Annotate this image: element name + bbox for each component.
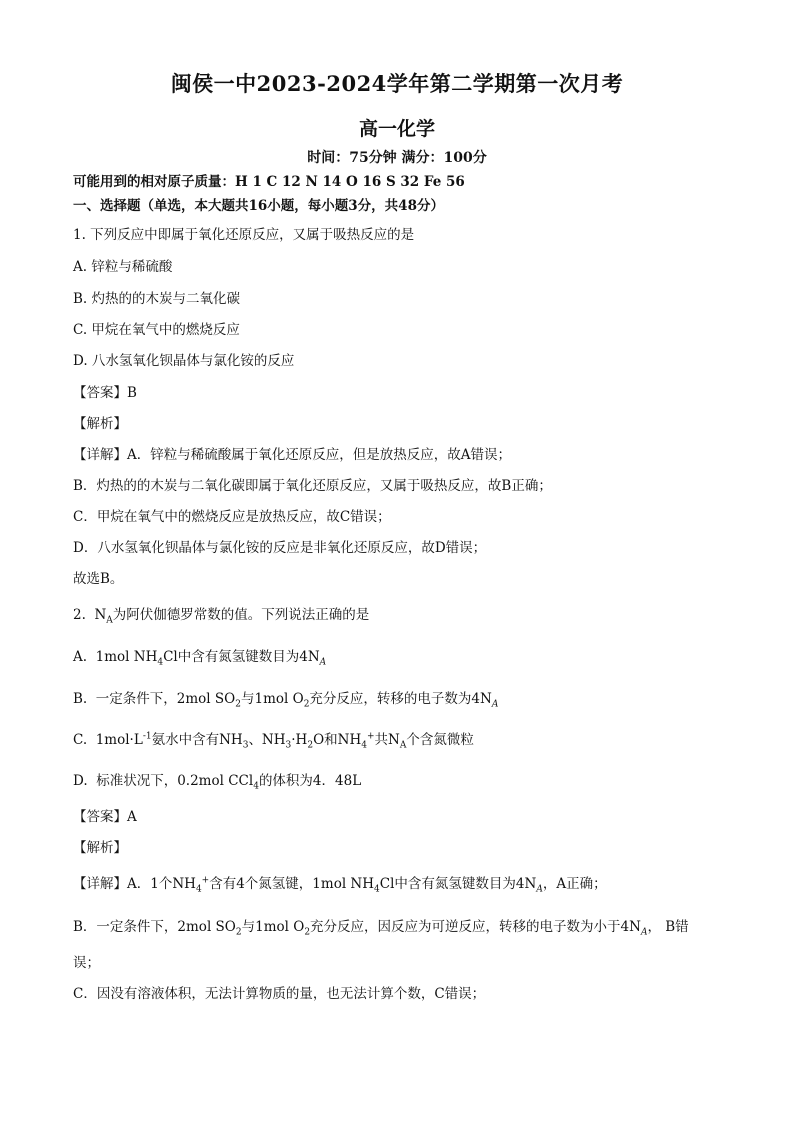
q1-option-c: C. 甲烷在氧气中的燃烧反应	[73, 322, 240, 338]
q1-option-a: A. 锌粒与稀硫酸	[73, 259, 173, 275]
q2-answer: 【答案】A	[73, 809, 137, 825]
q1-detail-b: B．灼热的的木炭与二氧化碳即属于氧化还原反应，又属于吸热反应，故B正确；	[73, 478, 552, 494]
q2-number: 2.	[73, 607, 86, 623]
q1-detail-c: C．甲烷在氧气中的燃烧反应是放热反应，故C错误；	[73, 509, 391, 525]
exam-title: 闽侯一中2023-2024学年第二学期第一次月考	[170, 71, 624, 96]
q2-detail-a: 【详解】A．1个$NH_4^+$含有4个氮氢键，1mol $NH_4Cl$中含有氮氢键数目为$4N_A$，A正确；	[73, 875, 607, 895]
section-heading: 一、选择题（单选，本大题共16小题，每小题3分，共48分）	[73, 198, 444, 214]
subject-title: 高一化学	[358, 118, 435, 140]
q1-stem: 1. 下列反应中即属于氧化还原反应，又属于吸热反应的是	[73, 227, 415, 243]
q2-detail-b-cont: 误；	[73, 955, 100, 971]
atomic-masses: 可能用到的相对原子质量：H 1 C 12 N 14 O 16 S 32 Fe 56	[73, 174, 465, 190]
q2-option-c: C. $1mol\cdot L^{-1}$氨水中含有$NH_3$、$NH_3\cdot H_2O$和$NH_4^+$共$N_A$个含氮微粒	[73, 731, 474, 751]
q2-detail-b: B．一定条件下，2mol $SO_2$与1mol $O_2$充分反应，因反应为可逆反应，转移的电子数为小于$4N_A$， B错	[73, 919, 689, 938]
q2-detail-c: C．因没有溶液体积，无法计算物质的量，也无法计算个数，C错误；	[73, 986, 486, 1002]
q1-analysis: 【解析】	[73, 416, 127, 432]
q2-option-b: B. 一定条件下，2mol $SO_2$与1mol $O_2$充分反应，转移的电子数为$4N_A$	[73, 691, 499, 710]
q1-conclusion: 故选B。	[73, 571, 124, 587]
q1-answer: 【答案】B	[73, 385, 137, 401]
q2-option-d: D. 标准状况下，0.2mol CCl$_4$的体积为4．48L	[73, 773, 362, 792]
q1-detail-d: D．八水氢氧化钡晶体与氯化铵的反应是非氧化还原反应，故D错误；	[73, 540, 487, 556]
q1-option-b: B. 灼热的的木炭与二氧化碳	[73, 291, 241, 307]
q2-analysis: 【解析】	[73, 840, 127, 856]
q1-detail-a: 【详解】A．锌粒与稀硫酸属于氧化还原反应，但是放热反应，故A错误；	[73, 447, 511, 463]
time-score: 时间：75分钟 满分：100分	[307, 150, 487, 166]
q2-option-a: A. 1mol $NH_4Cl$中含有氮氢键数目为$4N_A$	[73, 649, 327, 668]
q1-option-d: D. 八水氢氧化钡晶体与氯化铵的反应	[73, 353, 295, 369]
q2-stem: 2. $N_A$为阿伏伽德罗常数的值。下列说法正确的是	[73, 607, 370, 626]
